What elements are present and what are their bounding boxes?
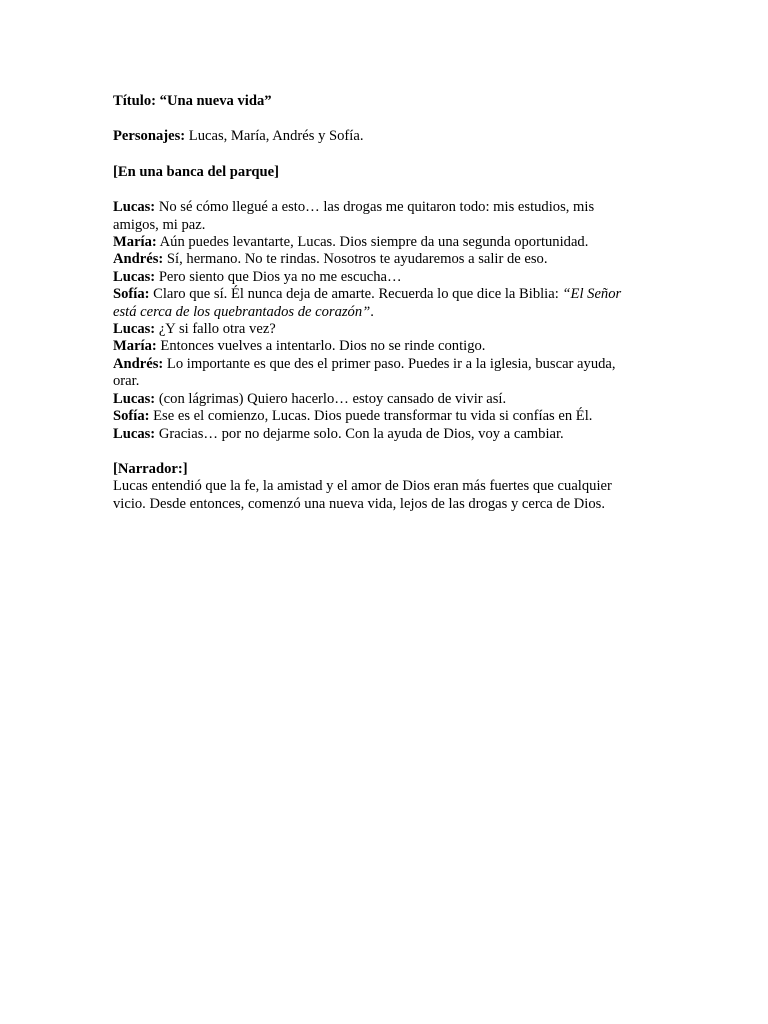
line-text: Lo importante es que des el primer paso. Puedes ir a la iglesia, buscar ayuda, orar. xyxy=(113,355,616,390)
speaker: María: xyxy=(113,234,157,251)
line-text: Entonces vuelves a intentarlo. Dios no se rinde contigo. xyxy=(156,338,486,355)
line-text: No sé cómo llegué a esto… las drogas me quitaron todo: mis estudios, mis amigos, mi paz. xyxy=(113,199,595,233)
dialogue-line xyxy=(113,408,643,425)
line-text: Sí, hermano. No te rindas. Nosotros te ayudaremos a salir de eso. xyxy=(163,251,548,268)
speaker: Sofía: xyxy=(113,408,150,425)
speaker: Lucas: xyxy=(113,425,156,442)
speaker: María: xyxy=(113,338,157,355)
speaker: Andrés: xyxy=(113,251,164,268)
speaker: Sofía: xyxy=(113,286,150,303)
speaker: Lucas: xyxy=(113,268,156,285)
scene-heading: [En una banca del parque] xyxy=(113,163,279,180)
narrator-text: Lucas entendió que la fe, la amistad y el amor de Dios eran más fuertes que cualquier vicio. Desde entonces, comenzó una nueva vida, lejos de las drogas y cerca de Dios. xyxy=(113,478,612,512)
dialogue-line xyxy=(113,391,643,408)
speaker: Andrés: xyxy=(113,355,164,372)
bible-quote: “El Señor está cerca de los quebrantados de corazón” xyxy=(113,286,622,320)
speaker: Lucas: xyxy=(113,321,156,338)
dialogue-line xyxy=(113,338,643,355)
dialogue-line xyxy=(113,321,643,338)
characters-line xyxy=(113,128,643,145)
dialogue-block xyxy=(113,199,643,443)
speaker: Lucas: xyxy=(113,199,156,216)
speaker: Lucas: xyxy=(113,390,156,407)
line-text: (con lágrimas) Quiero hacerlo… estoy cansado de vivir así. xyxy=(155,390,507,407)
dialogue-line xyxy=(113,234,643,251)
characters-label: Personajes: xyxy=(113,128,186,145)
line-text: Ese es el comienzo, Lucas. Dios puede transformar tu vida si confías en Él. xyxy=(149,408,593,425)
dialogue-line xyxy=(113,199,643,234)
dialogue-line xyxy=(113,356,643,391)
dialogue-line xyxy=(113,251,643,268)
line-tail: . xyxy=(370,303,374,320)
narrator-heading: [Narrador:] xyxy=(113,460,188,477)
line-text: Pero siento que Dios ya no me escucha… xyxy=(155,268,402,285)
dialogue-line xyxy=(113,426,643,443)
document-page xyxy=(113,93,643,513)
dialogue-line xyxy=(113,269,643,286)
narrator-block xyxy=(113,461,643,513)
title-line xyxy=(113,93,643,110)
dialogue-line xyxy=(113,286,643,321)
line-text: Aún puedes levantarte, Lucas. Dios siempre da una segunda oportunidad. xyxy=(156,234,589,251)
title-value: “Una nueva vida” xyxy=(159,93,272,109)
line-text: Gracias… por no dejarme solo. Con la ayuda de Dios, voy a cambiar. xyxy=(155,425,564,442)
line-text: ¿Y si fallo otra vez? xyxy=(155,321,276,338)
characters-value: Lucas, María, Andrés y Sofía. xyxy=(185,128,364,145)
title-label: Título: xyxy=(113,93,156,109)
line-text: Claro que sí. Él nunca deja de amarte. Recuerda lo que dice la Biblia: xyxy=(149,286,563,303)
